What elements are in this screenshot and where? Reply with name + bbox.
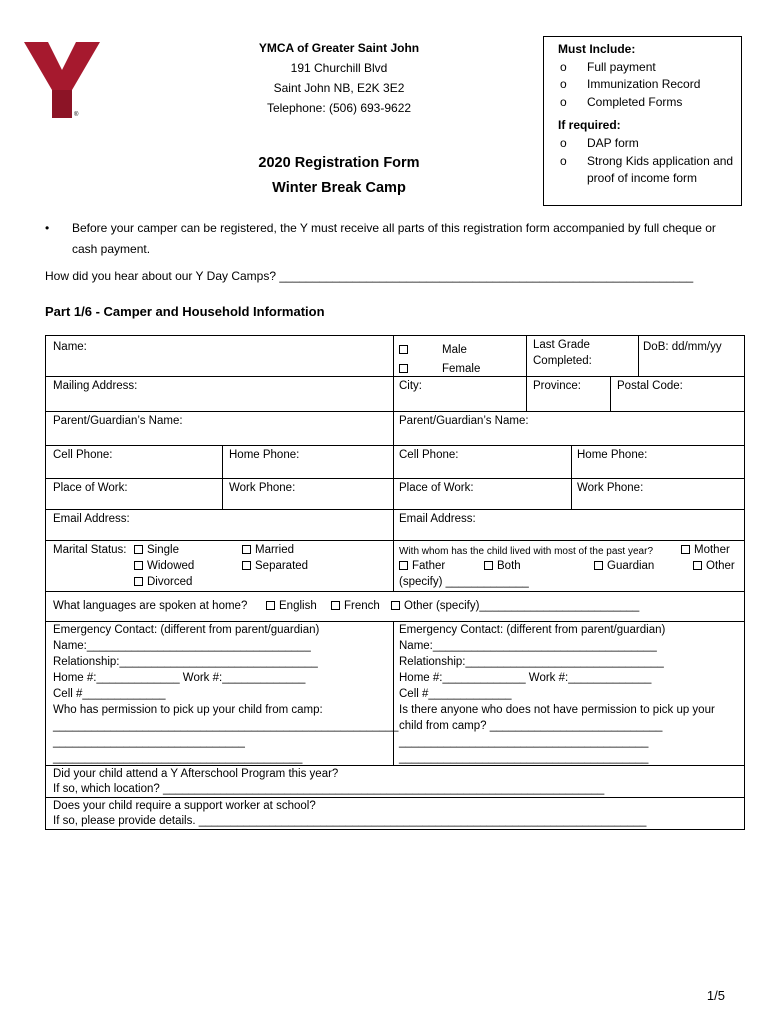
single-option[interactable]: Single bbox=[134, 543, 179, 559]
no-pickup-question: Is there anyone who does not have permission to pick up your bbox=[399, 704, 715, 716]
both-option[interactable]: Both bbox=[484, 559, 521, 575]
checkbox-icon[interactable] bbox=[399, 345, 408, 354]
emergency-heading-1: Emergency Contact: (different from parent/guardian) bbox=[53, 624, 320, 636]
no-pickup-line[interactable]: _______________________________________ bbox=[399, 736, 649, 748]
row-email bbox=[45, 509, 745, 541]
row-work bbox=[45, 478, 745, 510]
list-item: o Completed Forms bbox=[558, 94, 741, 112]
cell2-label[interactable]: Cell Phone: bbox=[399, 449, 459, 461]
lived-with-question: With whom has the child lived with most of the past year? bbox=[399, 546, 654, 557]
specify-field[interactable]: (specify) _____________ bbox=[399, 576, 529, 588]
row-phones bbox=[45, 445, 745, 479]
checkbox-icon[interactable] bbox=[594, 561, 603, 570]
row-emergency bbox=[45, 621, 745, 766]
list-item: o Full payment bbox=[558, 59, 741, 77]
no-pickup-line[interactable]: _______________________________________ bbox=[399, 752, 649, 764]
male-option[interactable]: Male bbox=[399, 343, 467, 359]
divorced-option[interactable]: Divorced bbox=[134, 575, 192, 591]
french-option[interactable]: French bbox=[331, 599, 380, 615]
row-guardians bbox=[45, 411, 745, 446]
checkbox-icon[interactable] bbox=[266, 601, 275, 610]
emergency-relationship-2[interactable]: Relationship:_______________________________ bbox=[399, 656, 664, 668]
name-label[interactable]: Name: bbox=[53, 341, 87, 353]
emergency-cell-1[interactable]: Cell #_____________ bbox=[53, 688, 166, 700]
work-place2-label[interactable]: Place of Work: bbox=[399, 482, 474, 494]
form-subtitle: Winter Break Camp bbox=[272, 180, 406, 196]
row-marital bbox=[45, 540, 745, 592]
checkbox-icon[interactable] bbox=[681, 545, 690, 554]
emergency-name-2[interactable]: Name:___________________________________ bbox=[399, 640, 657, 652]
row-name bbox=[45, 335, 745, 377]
emergency-cell-2[interactable]: Cell #_____________ bbox=[399, 688, 512, 700]
if-required-list bbox=[558, 135, 741, 188]
separated-option[interactable]: Separated bbox=[242, 559, 308, 575]
hear-about-question[interactable]: How did you hear about our Y Day Camps? ______________________________________________________________ bbox=[45, 269, 694, 283]
row-afterschool bbox=[45, 765, 745, 798]
cell1-label[interactable]: Cell Phone: bbox=[53, 449, 113, 461]
list-item: o Immunization Record bbox=[558, 76, 741, 94]
checkbox-icon[interactable] bbox=[693, 561, 702, 570]
last-grade-label[interactable]: Last Grade Completed: bbox=[533, 339, 592, 367]
emergency-relationship-1[interactable]: Relationship:_______________________________ bbox=[53, 656, 318, 668]
email1-label[interactable]: Email Address: bbox=[53, 513, 130, 525]
org-name: YMCA of Greater Saint John bbox=[258, 41, 420, 55]
home1-label[interactable]: Home Phone: bbox=[229, 449, 300, 461]
support-details[interactable]: If so, please provide details. ______________________________________________________________________ bbox=[53, 815, 647, 827]
section-title: Part 1/6 - Camper and Household Information bbox=[45, 304, 325, 319]
afterschool-location[interactable]: If so, which location? _____________________________________________________________________ bbox=[53, 783, 605, 795]
other-language-option[interactable]: Other (specify)_________________________ bbox=[391, 599, 639, 615]
ymca-logo bbox=[24, 40, 100, 120]
pickup-line[interactable]: ______________________________________________________ bbox=[53, 720, 399, 732]
marital-label: Marital Status: bbox=[53, 544, 127, 556]
pickup-question: Who has permission to pick up your child from camp: bbox=[53, 704, 323, 716]
postal-label[interactable]: Postal Code: bbox=[617, 380, 683, 392]
home2-label[interactable]: Home Phone: bbox=[577, 449, 648, 461]
row-languages bbox=[45, 591, 745, 622]
form-title: 2020 Registration Form bbox=[258, 155, 420, 171]
intro-text: Before your camper can be registered, the Y must receive all parts of this registration form accompanied by full cheque or cash payment. bbox=[72, 221, 716, 256]
checkbox-icon[interactable] bbox=[242, 545, 251, 554]
row-mailing bbox=[45, 376, 745, 412]
support-question: Does your child require a support worker at school? bbox=[53, 800, 316, 812]
guardian2-label[interactable]: Parent/Guardian’s Name: bbox=[399, 415, 529, 427]
org-address-line2: Saint John NB, E2K 3E2 bbox=[273, 81, 405, 95]
form-title-block bbox=[210, 151, 468, 201]
list-item: o Strong Kids application and proof of income form bbox=[558, 153, 741, 188]
work-phone1-label[interactable]: Work Phone: bbox=[229, 482, 296, 494]
city-label[interactable]: City: bbox=[399, 380, 422, 392]
intro-bullet bbox=[45, 218, 735, 260]
married-option[interactable]: Married bbox=[242, 543, 294, 559]
guardian1-label[interactable]: Parent/Guardian’s Name: bbox=[53, 415, 183, 427]
widowed-option[interactable]: Widowed bbox=[134, 559, 194, 575]
guardian-option[interactable]: Guardian bbox=[594, 559, 654, 575]
dob-label[interactable]: DoB: dd/mm/yy bbox=[643, 341, 722, 353]
work-phone2-label[interactable]: Work Phone: bbox=[577, 482, 644, 494]
afterschool-question: Did your child attend a Y Afterschool Program this year? bbox=[53, 768, 339, 780]
must-include-heading: Must Include: bbox=[558, 42, 636, 56]
english-option[interactable]: English bbox=[266, 599, 317, 615]
checkbox-icon[interactable] bbox=[484, 561, 493, 570]
checkbox-icon[interactable] bbox=[331, 601, 340, 610]
pickup-line[interactable]: _______________________________________ bbox=[53, 752, 303, 764]
organization-header bbox=[210, 38, 468, 118]
org-telephone: Telephone: (506) 693-9622 bbox=[266, 101, 412, 115]
checkbox-icon[interactable] bbox=[134, 545, 143, 554]
no-pickup-question-line2[interactable]: child from camp? ___________________________ bbox=[399, 720, 663, 732]
mother-option[interactable]: Mother bbox=[681, 543, 730, 559]
checkbox-icon[interactable] bbox=[134, 561, 143, 570]
requirements-box bbox=[543, 36, 742, 206]
other-option[interactable]: Other bbox=[693, 559, 735, 575]
checkbox-icon[interactable] bbox=[242, 561, 251, 570]
must-include-list bbox=[558, 59, 741, 112]
bullet-icon: • bbox=[45, 221, 50, 235]
svg-text:®: ® bbox=[74, 112, 79, 118]
org-address-line1: 191 Churchill Blvd bbox=[290, 61, 388, 75]
emergency-phones-1[interactable]: Home #:_____________ Work #:_____________ bbox=[53, 672, 306, 684]
emergency-name-1[interactable]: Name:___________________________________ bbox=[53, 640, 311, 652]
female-option[interactable]: Female bbox=[399, 362, 480, 378]
checkbox-icon[interactable] bbox=[391, 601, 400, 610]
mailing-label[interactable]: Mailing Address: bbox=[53, 380, 138, 392]
row-support bbox=[45, 797, 745, 830]
father-option[interactable]: Father bbox=[399, 559, 445, 575]
checkbox-icon[interactable] bbox=[134, 577, 143, 586]
if-required-heading: If required: bbox=[558, 118, 621, 133]
checkbox-icon[interactable] bbox=[399, 561, 408, 570]
email2-label[interactable]: Email Address: bbox=[399, 513, 476, 525]
page-number: 1/5 bbox=[706, 988, 725, 1003]
languages-question: What languages are spoken at home? bbox=[53, 600, 248, 612]
emergency-heading-2: Emergency Contact: (different from parent/guardian) bbox=[399, 624, 666, 636]
province-label[interactable]: Province: bbox=[533, 380, 581, 392]
work-place1-label[interactable]: Place of Work: bbox=[53, 482, 128, 494]
pickup-line[interactable]: ______________________________ bbox=[53, 736, 245, 748]
checkbox-icon[interactable] bbox=[399, 364, 408, 373]
list-item: o DAP form bbox=[558, 135, 741, 153]
emergency-phones-2[interactable]: Home #:_____________ Work #:_____________ bbox=[399, 672, 652, 684]
